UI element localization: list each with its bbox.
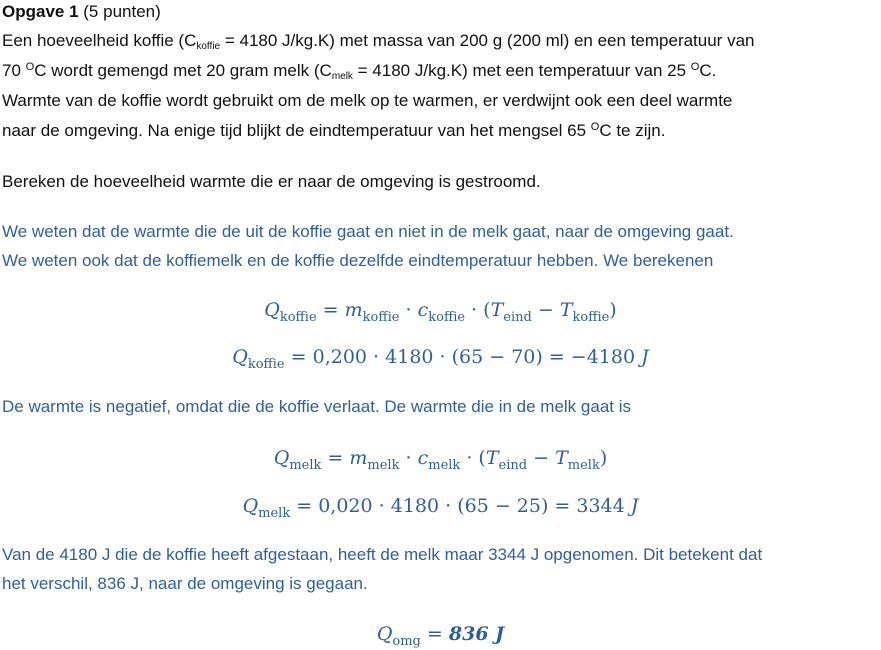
- task-text: 70: [2, 61, 26, 80]
- degree-mark: O: [690, 61, 700, 73]
- sub: melk: [428, 458, 461, 473]
- answer-line-3: [2, 395, 631, 419]
- sub: koffie: [279, 310, 317, 325]
- task-line-3: [2, 89, 732, 113]
- answer-line-4: [2, 543, 762, 567]
- task-text: C te zijn.: [599, 121, 666, 140]
- subscript-melk: melk: [331, 71, 353, 82]
- formula-rhs: = 0,200 · 4180 · (65 − 70) = −4180: [284, 346, 642, 368]
- formula-q-melk-value: $Q_{melk} = 0,020 \cdot 4180 \cdot (65 - 25) = 3344$ J: [242, 495, 639, 521]
- sub: melk: [289, 458, 322, 473]
- answer-line-2: [2, 249, 713, 273]
- answer-text: De warmte is negatief, omdat die de koffie verlaat. De warmte die in de melk gaat is: [2, 397, 631, 416]
- sub: melk: [567, 458, 600, 473]
- task-text: Een hoeveelheid koffie (C: [2, 31, 197, 50]
- task-question: [2, 170, 541, 194]
- formula-q-melk-general: $Q_{melk} = m_{melk} \cdot c_{melk} \cdot (T_{eind} - T_{melk})$: [273, 447, 608, 473]
- task-line-1: [2, 29, 754, 53]
- task-text: C wordt gemengd met 20 gram melk (C: [34, 61, 332, 80]
- answer-line-1: [2, 220, 734, 244]
- sub: melk: [367, 458, 400, 473]
- formula-q-koffie-value: $Q_{koffie} = 0,200 \cdot 4180 \cdot (65 - 70) = -4180$ J: [232, 346, 649, 372]
- task-line-2: [2, 59, 716, 83]
- task-title: Opgave 1: [2, 2, 79, 21]
- sub: omg: [392, 634, 421, 649]
- sub: koffie: [428, 310, 466, 325]
- formula-rhs: = 0,020 · 4180 · (65 − 25) = 3344: [290, 495, 631, 517]
- sub: koffie: [247, 357, 285, 372]
- task-text: naar de omgeving. Na enige tijd blijkt de eindtemperatuur van het mengsel 65: [2, 121, 591, 140]
- sub: eind: [498, 458, 528, 473]
- sub: koffie: [572, 310, 610, 325]
- question-text: Bereken de hoeveelheid warmte die er naar de omgeving is gestroomd.: [2, 172, 541, 191]
- answer-text: We weten dat de warmte die de uit de koffie gaat en niet in de melk gaat, naar de omgeving gaat.: [2, 222, 734, 241]
- task-text: = 4180 J/kg.K) met een temperatuur van 25: [352, 61, 691, 80]
- task-text: Warmte van de koffie wordt gebruikt om de melk op te warmen, er verdwijnt ook een deel warmte: [2, 91, 733, 110]
- answer-text: We weten ook dat de koffiemelk en de koffie dezelfde eindtemperatuur hebben. We berekenen: [2, 251, 714, 270]
- degree-mark: O: [590, 121, 600, 133]
- subscript-koffie: koffie: [196, 41, 221, 52]
- task-points: (5 punten): [78, 2, 161, 21]
- task-title-line: [2, 0, 161, 24]
- answer-text: Van de 4180 J die de koffie heeft afgestaan, heeft de melk maar 3344 J opgenomen. Dit betekent dat: [2, 545, 763, 564]
- formula-q-omg-result: $Q_{omg} = 836$ J: [376, 623, 505, 649]
- task-line-4: [2, 119, 665, 143]
- degree-mark: O: [25, 61, 35, 73]
- sub: koffie: [362, 310, 400, 325]
- task-text: C.: [699, 61, 717, 80]
- final-answer: 836 J: [448, 623, 505, 645]
- sub: eind: [503, 310, 532, 325]
- answer-line-5: [2, 572, 368, 596]
- task-text: = 4180 J/kg.K) met massa van 200 g (200 ml) en een temperatuur van: [220, 31, 755, 50]
- formula-q-koffie-general: $Q_{koffie} = m_{koffie} \cdot c_{koffie} \cdot (T_{eind} - T_{koffie})$: [264, 299, 617, 325]
- sub: melk: [258, 506, 291, 521]
- answer-text: het verschil, 836 J, naar de omgeving is gegaan.: [2, 574, 368, 593]
